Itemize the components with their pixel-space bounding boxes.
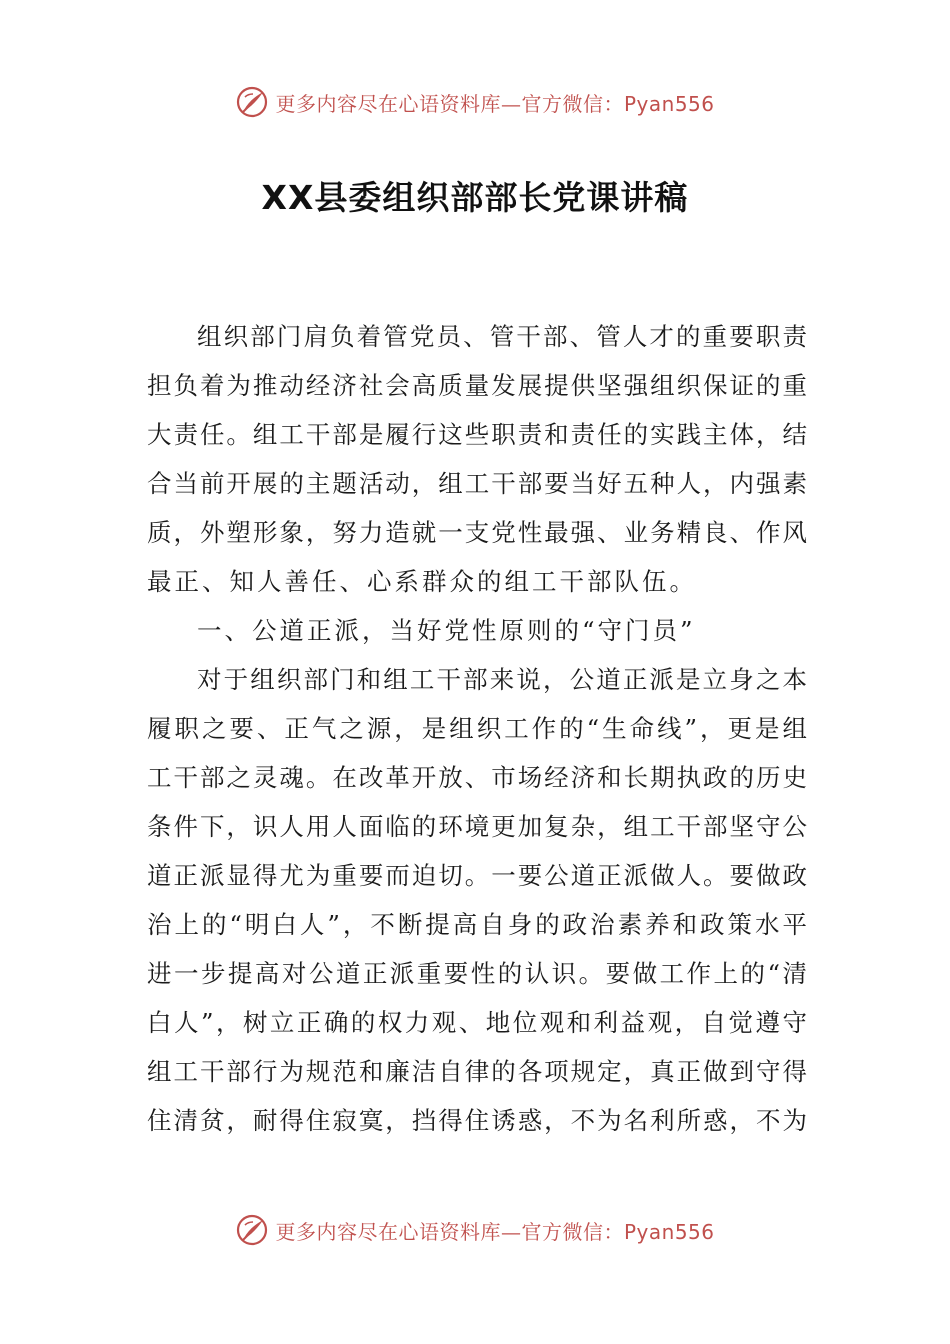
- text-line: 条件下，识人用人面临的环境更加复杂，组工干部坚守公: [147, 812, 807, 841]
- text-line: 大责任。组工干部是履行这些职责和责任的实践主体，结: [147, 420, 807, 449]
- document-body: [147, 312, 807, 1145]
- watermark-text: 更多内容尽在心语资料库—官方微信：Pyan556: [275, 91, 715, 116]
- text-line: 治上的“明白人”，不断提高自身的政治素养和政策水平: [147, 910, 807, 939]
- text-line: 组工干部行为规范和廉洁自律的各项规定，真正做到守得: [147, 1057, 807, 1086]
- text-line: 对于组织部门和组工干部来说，公道正派是立身之本: [197, 665, 807, 694]
- text-line: 组织部门肩负着管党员、管干部、管人才的重要职责: [197, 322, 807, 351]
- quill-logo-icon: [235, 1213, 269, 1247]
- text-line: 进一步提高对公道正派重要性的认识。要做工作上的“清: [147, 959, 807, 988]
- quill-logo-icon: [235, 85, 269, 119]
- text-line: 合当前开展的主题活动，组工干部要当好五种人，内强素: [147, 469, 807, 498]
- text-line: 最正、知人善任、心系群众的组工干部队伍。: [147, 567, 697, 596]
- text-line: 道正派显得尤为重要而迫切。一要公道正派做人。要做政: [147, 861, 807, 890]
- text-line: 工干部之灵魂。在改革开放、市场经济和长期执政的历史: [147, 763, 807, 792]
- text-line: 质，外塑形象，努力造就一支党性最强、业务精良、作风: [147, 518, 807, 547]
- wechat-id: Pyan556: [623, 91, 715, 116]
- footer-watermark: [0, 1210, 950, 1250]
- text-line: 履职之要、正气之源，是组织工作的“生命线”，更是组: [147, 714, 807, 743]
- section-heading: 一、公道正派，当好党性原则的“守门员”: [197, 616, 696, 645]
- document-title: XX县委组织部部长党课讲稿: [261, 178, 689, 217]
- header-watermark: [0, 82, 950, 122]
- text-line: 住清贫，耐得住寂寞，挡得住诱惑，不为名利所惑，不为: [147, 1106, 807, 1135]
- text-line: 白人”，树立正确的权力观、地位观和利益观，自觉遵守: [147, 1008, 807, 1037]
- text-line: 担负着为推动经济社会高质量发展提供坚强组织保证的重: [147, 371, 807, 400]
- wechat-id: Pyan556: [623, 1219, 715, 1244]
- watermark-text: 更多内容尽在心语资料库—官方微信：Pyan556: [275, 1219, 715, 1244]
